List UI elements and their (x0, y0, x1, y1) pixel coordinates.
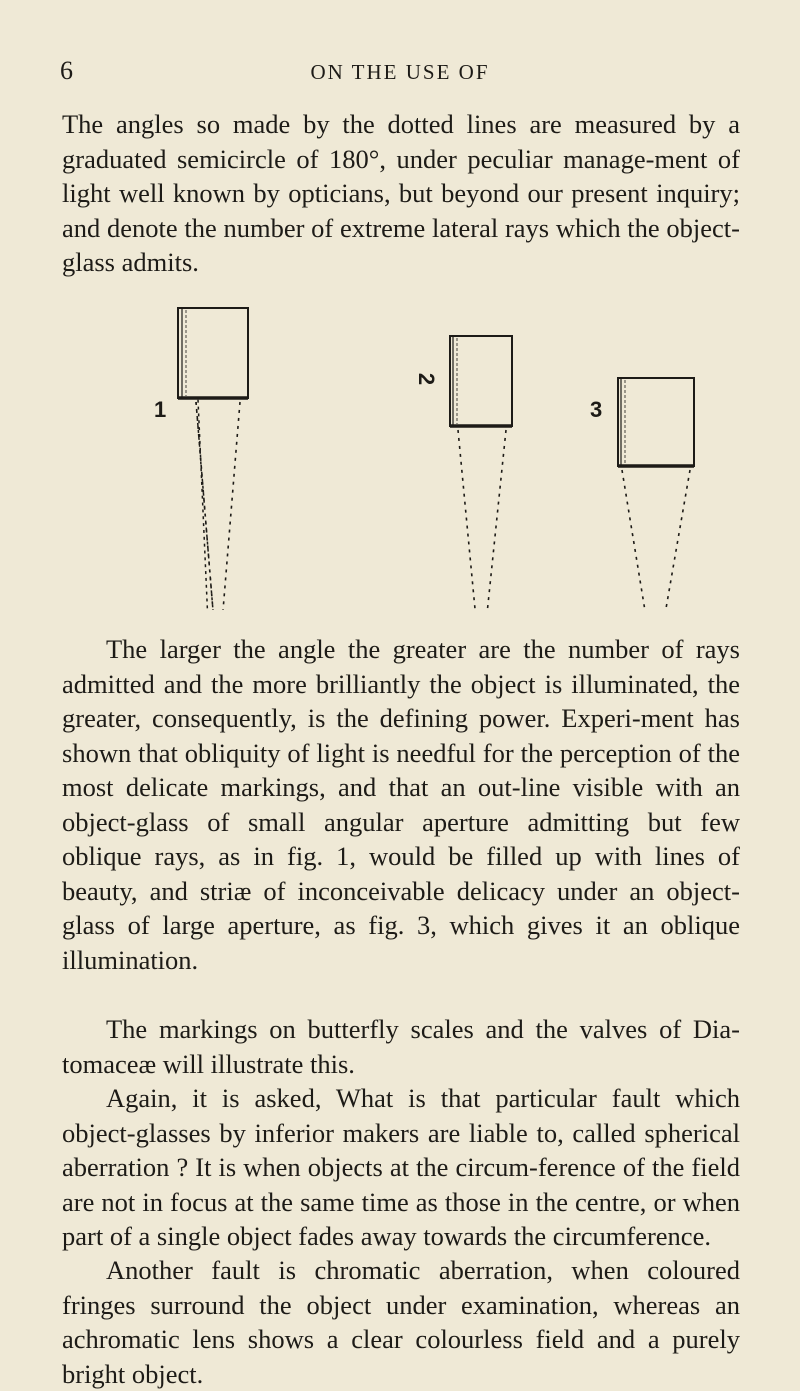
paragraph-larger-angle: The larger the angle the greater are the number of rays admitted and the more brilliantly the object is illuminated, the greater, consequently, is the defining power. Experi-ment has shown that obliquity of light is needful for the perception of the most delicate markings, and that an out-line visible with an object-glass of small angular aperture admitting but few oblique rays, as in fig. 1, would be filled up with lines of beauty, and striæ of inconceivable delicacy under an object-glass of large aperture, as fig. 3, which gives it an oblique illumination. (62, 634, 740, 975)
page-number: 6 (60, 56, 73, 85)
figure-label-1: 1 (154, 397, 167, 422)
figure-3-ray-lines (622, 470, 690, 610)
figure-label-3: 3 (590, 397, 603, 422)
running-head: ON THE USE OF (310, 60, 490, 84)
paragraph-angles: The angles so made by the dotted lines are measured by a graduated semicircle of 180°, under peculiar manage-ment of light well known by opticians, but beyond our present inquiry; and denote the number of extreme lateral rays which the object-glass admits. (62, 109, 740, 277)
paragraph-butterfly-scales: The markings on butterfly scales and the valves of Dia-tomaceæ will illustrate this. (62, 1014, 740, 1079)
figure-3-object-glass (618, 378, 694, 466)
object-glass-diagram (0, 290, 800, 610)
figure-2-ray-lines (458, 430, 506, 610)
paragraph-spherical-aberration: Again, it is asked, What is that particular fault which object-glasses by inferior makers are liable to, called spherical aberration ? It is when objects at the circum-ference of the field are not in focus at the same time as those in the centre, or when part of a single object fades away towards the circumference. (62, 1083, 740, 1251)
figure-1-rays (196, 402, 218, 610)
paragraph-chromatic-aberration: Another fault is chromatic aberration, when coloured fringes surround the object under examination, whereas an achromatic lens shows a clear colourless field and a purely bright object. (62, 1255, 740, 1389)
figure-1-object-glass (178, 308, 248, 610)
object-glass-figure (0, 290, 800, 610)
figure-label-2: 2 (414, 372, 440, 386)
figure-2-object-glass (450, 336, 512, 426)
figure-1-ray-lines (196, 402, 240, 610)
